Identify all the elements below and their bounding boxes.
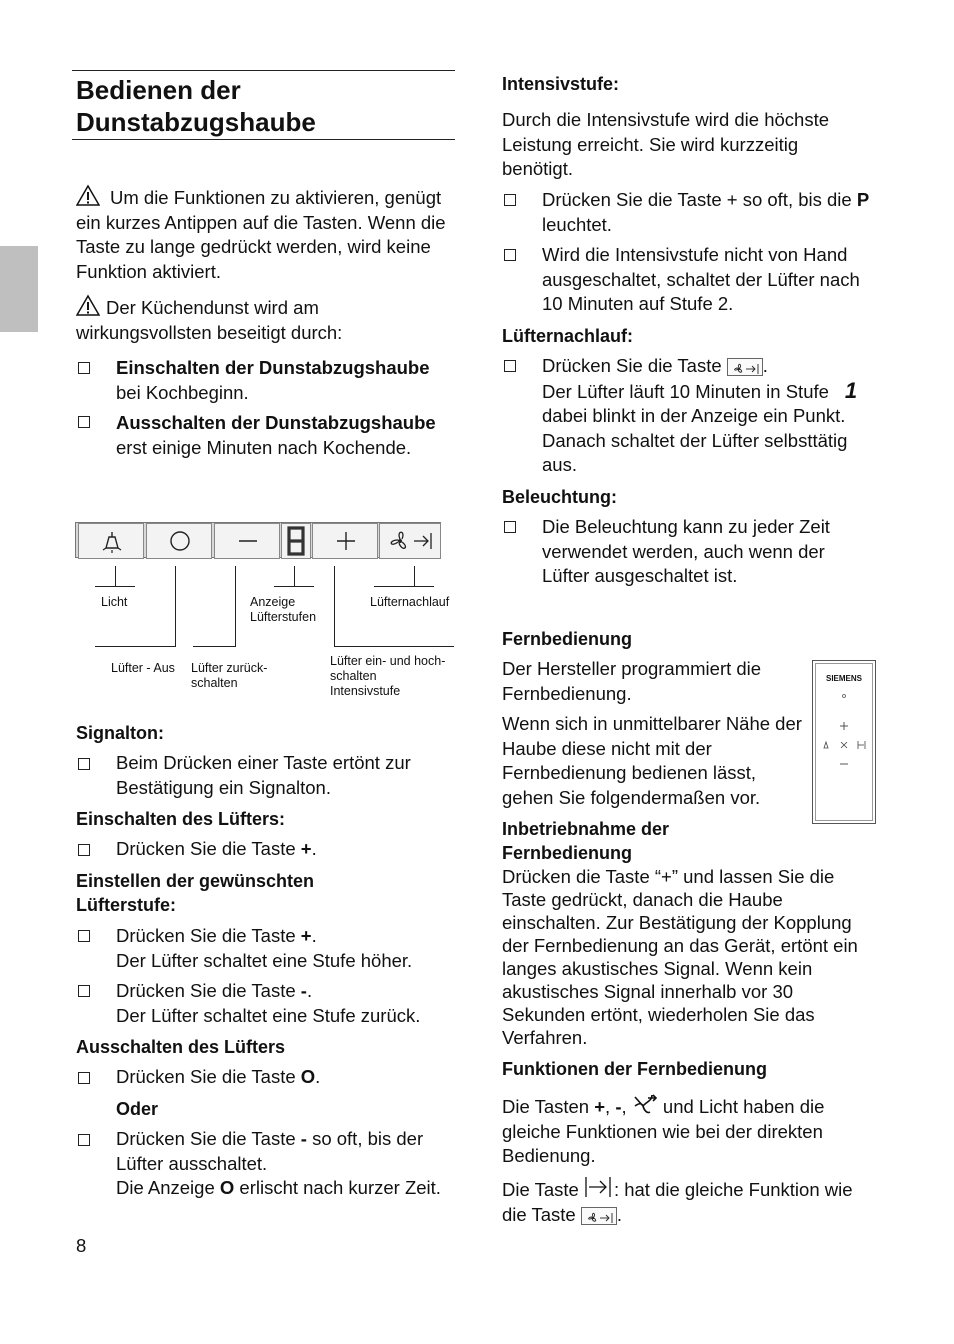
label-luefter-aus: Lüfter - Aus xyxy=(111,661,175,675)
intensiv-item-2: Wird die Intensivstufe nicht von Hand ausgeschaltet, schaltet der Lüfter nach 10 Minuten auf Stufe 2. xyxy=(542,244,860,314)
label-nachlauf: Lüfternachlauf xyxy=(370,595,450,609)
checkbox-bullet xyxy=(78,930,90,942)
fan-timer-icon xyxy=(380,524,442,558)
warning-paragraph-1: Um die Funktionen zu aktivieren, genügt ein kurzes Antippen auf die Tasten. Wenn die Taste zu lange gedrückt werden, wird keine Funktion aktiviert. xyxy=(76,184,456,284)
remote-buttons-icon xyxy=(813,689,875,779)
remote-brand: SIEMENS xyxy=(825,674,862,683)
intensiv-item-1: Drücken Sie die Taste + so oft, bis die P leuchtet. xyxy=(542,189,870,235)
leader-line xyxy=(334,646,454,647)
heading-nachlauf: Lüfternachlauf: xyxy=(502,326,634,346)
heading-inbetriebnahme: Inbetriebnahme der Fernbedienung xyxy=(502,819,670,863)
leader-line xyxy=(193,646,236,647)
oder-label: Oder xyxy=(116,1099,159,1119)
plus-key xyxy=(312,523,378,559)
fan-afterrun-key xyxy=(379,523,441,559)
control-panel xyxy=(75,522,441,558)
fern-text-1: Der Hersteller programmiert die Fernbedienung. xyxy=(502,658,762,704)
title-rule-top xyxy=(72,70,455,71)
leader-line xyxy=(414,566,415,586)
heading-ausschalten: Ausschalten des Lüfters xyxy=(76,1037,286,1057)
minus-icon xyxy=(215,524,281,558)
beleuchtung-text: Die Beleuchtung kann zu jeder Zeit verwendet werden, auch wenn der Lüfter ausgeschaltet ist. xyxy=(542,516,830,586)
intensiv-text: Durch die Intensivstufe wird die höchste Leistung erreicht. Sie wird kurzzeitig benötigt. xyxy=(502,109,830,179)
nachlauf-text: Drücken Sie die Taste . Der Lüfter läuft 10 Minuten in Stufe 1 dabei blinkt in der Anzeige ein Punkt. Danach schaltet der Lüfter selbsttätig aus. xyxy=(542,355,858,475)
fan-icon xyxy=(632,1092,658,1116)
checkbox-bullet xyxy=(78,362,90,374)
label-licht: Licht xyxy=(101,595,128,609)
ausschalten-item-1: Drücken Sie die Taste O. xyxy=(116,1066,321,1087)
heading-einstellen: Einstellen der gewünschten Lüfterstufe: xyxy=(76,871,315,915)
seven-segment-display xyxy=(282,524,310,558)
side-tab-marker xyxy=(0,246,38,332)
heading-einschalten: Einschalten des Lüfters: xyxy=(76,809,286,829)
leader-line xyxy=(334,566,335,646)
inbetrieb-text: Drücken die Taste “+” und lassen Sie die Taste gedrückt, danach die Haube einschalten. Zur Bestätigung der Kopplung der Fernbedienung an das Gerät, ertönt ein langes akustisches Signal. Wenn kein akustisches Signal innerhalb vor 30 Sekunden ertönt, wiederholen Sie das Verfahren. xyxy=(502,866,858,1048)
heading-beleuchtung: Beleuchtung: xyxy=(502,487,617,507)
light-icon xyxy=(79,524,145,558)
funktionen-text: Die Tasten +, -, und Licht haben die gleiche Funktionen wie bei der direkten Bedienung. xyxy=(502,1092,880,1169)
minus-key xyxy=(214,523,280,559)
fan-timer-key-icon xyxy=(581,1207,617,1225)
title-rule-bottom xyxy=(72,139,455,140)
checkbox-bullet xyxy=(504,249,516,261)
leader-line xyxy=(235,566,236,646)
page-title: Bedienen der Dunstabzugshaube xyxy=(76,75,316,137)
bullet-ausschalten: Ausschalten der Dunstabzugshaube erst einige Minuten nach Kochende. xyxy=(116,412,436,458)
warning-paragraph-2: Der Küchendunst wird am wirkungsvollsten beseitigt durch: xyxy=(76,294,456,345)
einstellen-item-2: Drücken Sie die Taste -. Der Lüfter schaltet eine Stufe zurück. xyxy=(116,980,421,1026)
checkbox-bullet xyxy=(78,1134,90,1146)
checkbox-bullet xyxy=(78,985,90,997)
leader-line xyxy=(274,586,314,587)
arrow-bar-icon xyxy=(584,1176,614,1198)
checkbox-bullet xyxy=(504,360,516,372)
signalton-text: Beim Drücken einer Taste ertönt zur Bestätigung ein Signalton. xyxy=(116,752,411,798)
remote-control-image xyxy=(812,660,876,824)
checkbox-bullet xyxy=(78,844,90,856)
leader-line xyxy=(95,586,135,587)
page-number: 8 xyxy=(76,1235,87,1256)
checkbox-bullet xyxy=(78,1072,90,1084)
heading-funktionen: Funktionen der Fernbedienung xyxy=(502,1059,767,1079)
bullet-einschalten: Einschalten der Dunstabzugshaube bei Kochbeginn. xyxy=(116,357,430,403)
warning-icon xyxy=(76,294,100,316)
heading-signalton: Signalton: xyxy=(76,723,164,743)
label-ein: Lüfter ein- und hoch- schalten Intensivstufe xyxy=(330,654,446,698)
light-key xyxy=(78,523,144,559)
fern-text-2: Wenn sich in unmittelbarer Nähe der Haube diese nicht mit der Fernbedienung bedienen lässt, gehen Sie folgendermaßen vor. xyxy=(502,713,802,808)
einstellen-item-1: Drücken Sie die Taste +. Der Lüfter schaltet eine Stufe höher. xyxy=(116,925,413,971)
taste-text: Die Taste : hat die gleiche Funktion wie die Taste . xyxy=(502,1176,882,1227)
leader-line xyxy=(95,646,176,647)
checkbox-bullet xyxy=(504,521,516,533)
display-digit-one: 1 xyxy=(844,377,858,403)
leader-line xyxy=(294,566,295,586)
heading-fernbedienung: Fernbedienung xyxy=(502,629,632,649)
einschalten-text: Drücken Sie die Taste +. xyxy=(116,838,317,859)
off-key xyxy=(146,523,212,559)
heading-intensivstufe: Intensivstufe: xyxy=(502,74,620,94)
circle-icon xyxy=(147,524,213,558)
label-anzeige: Anzeige Lüfterstufen xyxy=(250,595,317,624)
label-zurueck: Lüfter zurück- schalten xyxy=(191,661,268,690)
leader-line xyxy=(115,566,116,586)
checkbox-bullet xyxy=(504,194,516,206)
fan-timer-key-icon xyxy=(727,358,763,376)
checkbox-bullet xyxy=(78,416,90,428)
plus-icon xyxy=(313,524,379,558)
checkbox-bullet xyxy=(78,758,90,770)
display-digit xyxy=(281,523,311,559)
ausschalten-item-2: Drücken Sie die Taste - so oft, bis der Lüfter ausschaltet. Die Anzeige O erlischt nach kurzer Zeit. xyxy=(116,1128,441,1198)
warning-icon xyxy=(76,184,100,206)
leader-line xyxy=(374,586,434,587)
leader-line xyxy=(175,566,176,646)
